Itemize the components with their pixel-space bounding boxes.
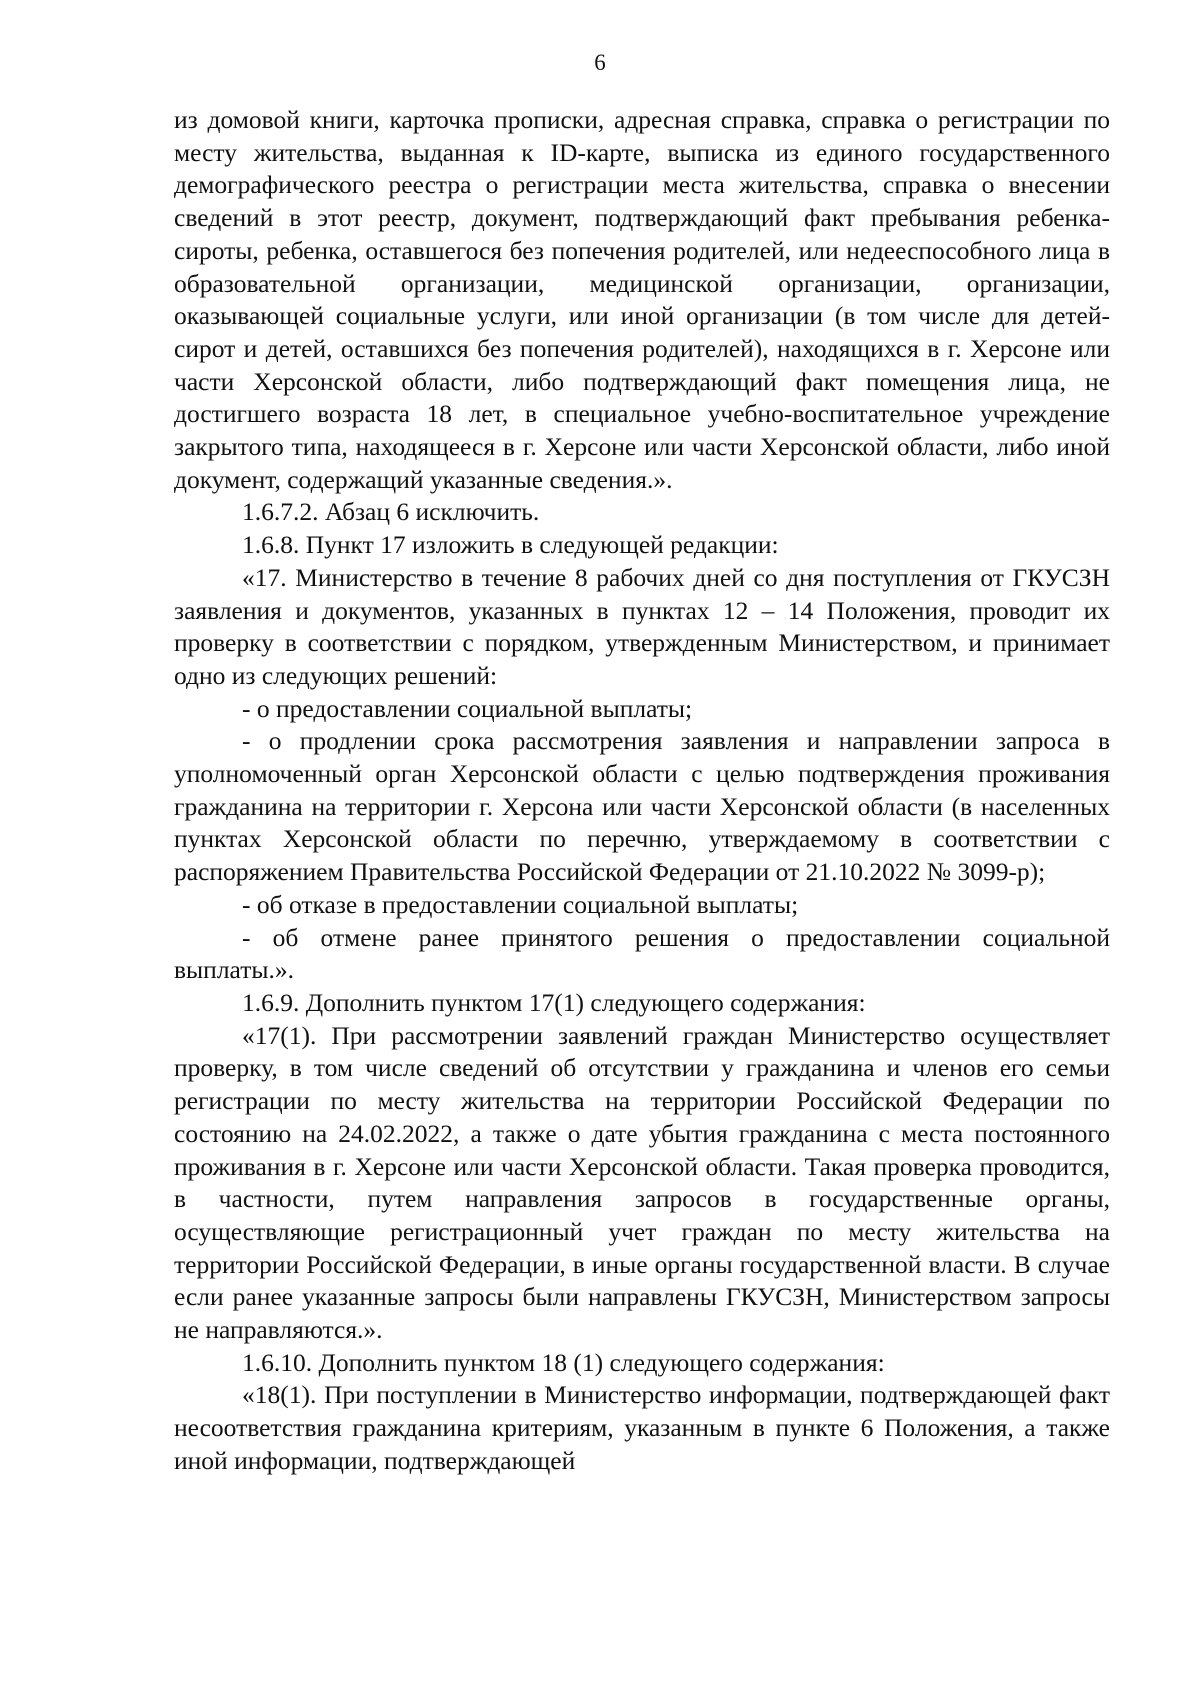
paragraph-1-6-9: 1.6.9. Дополнить пунктом 17(1) следующего содержания: (242, 987, 866, 1017)
page-number: 6 (594, 50, 606, 75)
list-item-cancel-decision: - об отмене ранее принятого решения о предоставлении социальной выплаты.». (174, 922, 1110, 985)
paragraph-1-6-8: 1.6.8. Пункт 17 изложить в следующей редакции: (242, 530, 779, 560)
paragraph-registration-documents: из домовой книги, карточка прописки, адресная справка, справка о регистрации по месту жительства, выданная к ID-карте, выписка из единого государственного демографического реестра о регистрации места жительства, справка о внесении сведений в этот реестр, документ, подтверждающий факт пребывания ребенка-сироты, ребенка, оставшегося без попечения родителей, или недееспособного лица в образовательной организации, медицинской организации, организации, оказывающей социальные услуги, или иной организации (в том числе для детей-сирот и детей, оставшихся без попечения родителей), находящихся в г. Херсоне или части Херсонской области, либо подтверждающий факт помещения лица, не достигшего возраста 18 лет, в специальное учебно-воспитательное учреждение закрытого типа, находящееся в г. Херсоне или части Херсонской области, либо иной документ, содержащий указанные сведения.». (174, 105, 1110, 494)
list-item-extend-review: - о продлении срока рассмотрения заявления и направлении запроса в уполномоченный орган Херсонской области с целью подтверждения проживания гражданина на территории г. Херсона или части Херсонской области (в населенных пунктах Херсонской области по перечню, утверждаемому в соответствии с распоряжением Правительства Российской Федерации от 21.10.2022 № 3099-р); (174, 726, 1110, 887)
paragraph-item-17: «17. Министерство в течение 8 рабочих дней со дня поступления от ГКУСЗН заявления и документов, указанных в пунктах 12 – 14 Положения, проводит их проверку в соответствии с порядком, утвержденным Министерством, и принимает одно из следующих решений: (174, 562, 1110, 690)
list-item-grant-payment: - о предоставлении социальной выплаты; (242, 693, 693, 723)
document-body (174, 104, 1110, 1478)
paragraph-item-17-1: «17(1). При рассмотрении заявлений граждан Министерство осуществляет проверку, в том числе сведений об отсутствии у гражданина и членов его семьи регистрации по месту жительства на территории Российской Федерации по состоянию на 24.02.2022, а также о дате убытия гражданина с места постоянного проживания в г. Херсоне или части Херсонской области. Такая проверка проводится, в частности, путем направления запросов в государственные органы, осуществляющие регистрационный учет граждан по месту жительства на территории Российской Федерации, в иные органы государственной власти. В случае если ранее указанные запросы были направлены ГКУСЗН, Министерством запросы не направляются.». (174, 1020, 1110, 1345)
list-item-refuse-payment: - об отказе в предоставлении социальной выплаты; (242, 889, 799, 919)
paragraph-1-6-7-2: 1.6.7.2. Абзац 6 исключить. (242, 497, 540, 527)
paragraph-item-18-1: «18(1). При поступлении в Министерство информации, подтверждающей факт несоответствия гражданина критериям, указанным в пункте 6 Положения, а также иной информации, подтверждающей (174, 1380, 1110, 1475)
paragraph-1-6-10: 1.6.10. Дополнить пунктом 18 (1) следующего содержания: (242, 1347, 885, 1377)
